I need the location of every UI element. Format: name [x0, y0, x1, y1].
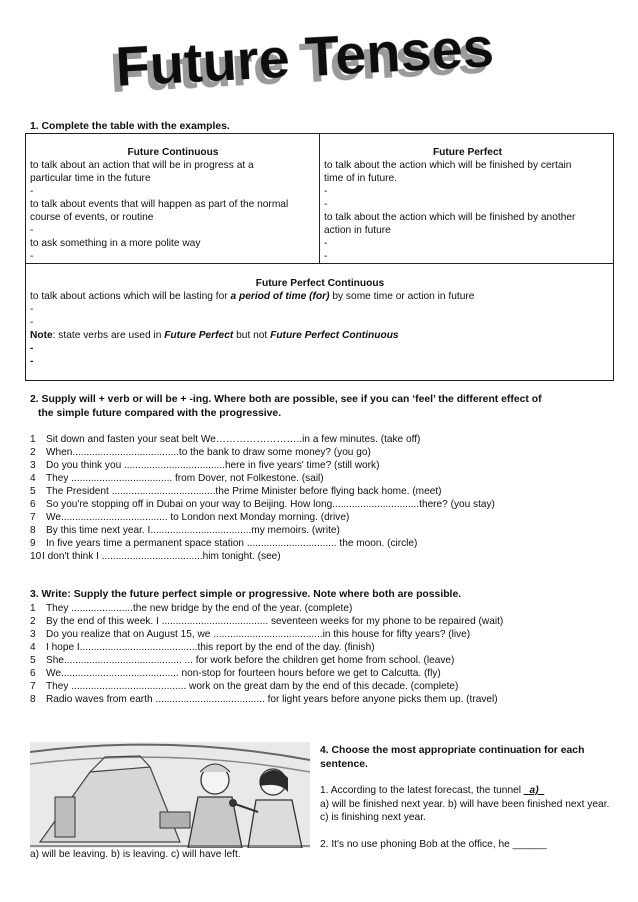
item-text: When......................................to the bank to draw some money? (you go) — [46, 447, 371, 458]
fp-line: time of in future. — [324, 173, 398, 184]
fpc-dash: - — [30, 343, 34, 354]
q1-options: a) will be finished next year. b) will have been finished next year. c) is finishing next year. — [320, 798, 610, 823]
exercise-item — [30, 524, 590, 537]
exercise-item — [30, 680, 590, 693]
fp-line: - — [324, 199, 328, 210]
future-perfect-continuous-title: Future Perfect Continuous — [255, 278, 385, 289]
fc-line: to ask something in a more polite way — [30, 238, 201, 249]
item-number: 6 — [30, 499, 36, 510]
section2-exercise-list — [30, 433, 590, 563]
item-text: We...................................... to London next Monday morning. (drive) — [46, 512, 350, 523]
item-number: 10 — [30, 551, 42, 562]
cartoon-illustration — [30, 742, 310, 848]
fp-line: to talk about the action which will be finished by another — [324, 212, 576, 223]
future-perfect-title: Future Perfect — [432, 147, 503, 158]
section2-heading — [30, 393, 542, 421]
item-text: So you're stopping off in Dubai on your way to Beijing. How long...............................there? (you stay) — [46, 499, 495, 510]
item-text: They .................................... from Dover, not Folkestone. (sail) — [46, 473, 324, 484]
future-perfect-cell — [324, 146, 611, 263]
exercise-item — [30, 641, 590, 654]
item-number: 8 — [30, 694, 36, 705]
fpc-dash: - — [30, 317, 34, 328]
exercise-item — [30, 472, 590, 485]
fc-line: - — [30, 225, 34, 236]
fc-line: particular time in the future — [30, 173, 151, 184]
item-text: The President .....................................the Prime Minister before flying back home. (meet) — [46, 486, 442, 497]
item-number: 3 — [30, 460, 36, 471]
exercise-item — [30, 550, 590, 563]
fc-line: to talk about events that will happen as part of the normal — [30, 199, 289, 210]
section2-heading-line: 2. Supply will + verb or will be + -ing. Where both are possible, see if you can ‘feel’ the different effect of — [30, 394, 542, 405]
item-text: In five years time a permanent space station ................................ the moon. (circle) — [46, 538, 418, 549]
section1-heading: 1. Complete the table with the examples. — [30, 121, 230, 132]
q2-options: a) will be leaving. b) is leaving. c) will have left. — [30, 849, 241, 860]
note-label: Note — [30, 330, 53, 341]
item-number: 3 — [30, 629, 36, 640]
fpc-desc-emphasis: a period of time (for) — [230, 291, 330, 302]
exercise-item — [30, 602, 590, 615]
item-text: They ......................................... work on the great dam by the end of this decade. (complete) — [46, 681, 459, 692]
future-perfect-continuous-cell — [30, 277, 610, 368]
note-emphasis: Future Perfect Continuous — [270, 330, 399, 341]
item-number: 8 — [30, 525, 36, 536]
note-text: but not — [233, 330, 271, 341]
item-number: 2 — [30, 616, 36, 627]
section4-q1 — [320, 784, 610, 798]
tenses-table — [25, 133, 614, 381]
fpc-desc-text: to talk about actions which will be lasting for — [30, 291, 231, 302]
item-text: They ......................the new bridge by the end of the year. (complete) — [46, 603, 353, 614]
exercise-item — [30, 537, 590, 550]
fc-line: to talk about an action that will be in progress at a — [30, 160, 254, 171]
title-svg — [90, 14, 520, 104]
exercise-item — [30, 433, 590, 446]
exercise-item — [30, 654, 590, 667]
table-divider-vertical — [319, 134, 320, 263]
section4 — [320, 744, 610, 851]
section3-heading: 3. Write: Supply the future perfect simple or progressive. Note where both are possible. — [30, 589, 462, 600]
section3-exercise-list — [30, 602, 590, 706]
fc-line: course of events, or routine — [30, 212, 154, 223]
item-text: By the end of this week. I ...................................... seventeen weeks for my phone to be repaired (wait) — [46, 616, 504, 627]
fpc-note — [30, 329, 610, 342]
exercise-item — [30, 615, 590, 628]
section4-q2: 2. It's no use phoning Bob at the office, he ______ — [320, 838, 547, 850]
q1-text: 1. According to the latest forecast, the tunnel — [320, 785, 524, 796]
future-continuous-cell — [30, 146, 316, 263]
note-text: : state verbs are used in — [52, 330, 165, 341]
fp-line: - — [324, 238, 328, 249]
item-text: Sit down and fasten your seat belt We……………………..in a few minutes. (take off) — [46, 434, 421, 445]
item-number: 6 — [30, 668, 36, 679]
cartoon-svg — [30, 742, 310, 848]
item-text: We.......................................... non-stop for fourteen hours before we get to Calcutta. (fly) — [46, 668, 441, 679]
fp-line: - — [324, 251, 328, 262]
item-text: By this time next year. I....................................my memoirs. (write) — [46, 525, 340, 536]
item-text: She.......................................... ... for work before the children get home from school. (leave) — [46, 655, 455, 666]
item-text: Radio waves from earth ....................................... for light years before anyone picks them up. (travel) — [46, 694, 498, 705]
item-text: I hope I..........................................this report by the end of the day. (finish) — [46, 642, 375, 653]
item-number: 9 — [30, 538, 36, 549]
fpc-desc-text: by some time or action in future — [329, 291, 475, 302]
fpc-description — [30, 290, 610, 303]
item-text: Do you realize that on August 15, we .......................................in this house for fifty years? (live) — [46, 629, 471, 640]
exercise-item — [30, 693, 590, 706]
fc-line: - — [30, 251, 34, 262]
fpc-dash: - — [30, 356, 34, 367]
fp-line: to talk about the action which will be finished by certain — [324, 160, 572, 171]
exercise-item — [30, 667, 590, 680]
exercise-item — [30, 628, 590, 641]
exercise-item — [30, 498, 590, 511]
note-emphasis: Future Perfect — [164, 330, 234, 341]
item-number: 7 — [30, 681, 36, 692]
q1-answer: _a)_ — [523, 785, 545, 796]
fp-line: action in future — [324, 225, 391, 236]
item-number: 5 — [30, 655, 36, 666]
exercise-item — [30, 446, 590, 459]
section2-heading-line: the simple future compared with the progressive. — [38, 408, 282, 419]
item-number: 7 — [30, 512, 36, 523]
item-number: 5 — [30, 486, 36, 497]
exercise-item — [30, 511, 590, 524]
exercise-item — [30, 485, 590, 498]
page-title-art — [90, 14, 520, 104]
item-number: 4 — [30, 473, 36, 484]
item-number: 2 — [30, 447, 36, 458]
fp-line: - — [324, 186, 328, 197]
future-continuous-title: Future Continuous — [127, 147, 219, 158]
item-number: 1 — [30, 603, 36, 614]
page-title: Future Tenses — [113, 15, 496, 98]
item-number: 1 — [30, 434, 36, 445]
item-text: Do you think you ....................................here in five years' time? (still work) — [46, 460, 380, 471]
table-divider-horizontal — [26, 263, 613, 264]
item-text: I don't think I ....................................him tonight. (see) — [42, 551, 281, 562]
section4-heading: 4. Choose the most appropriate continuation for each sentence. — [320, 745, 585, 770]
exercise-item — [30, 459, 590, 472]
fc-line: - — [30, 186, 34, 197]
fpc-dash: - — [30, 304, 34, 315]
item-number: 4 — [30, 642, 36, 653]
